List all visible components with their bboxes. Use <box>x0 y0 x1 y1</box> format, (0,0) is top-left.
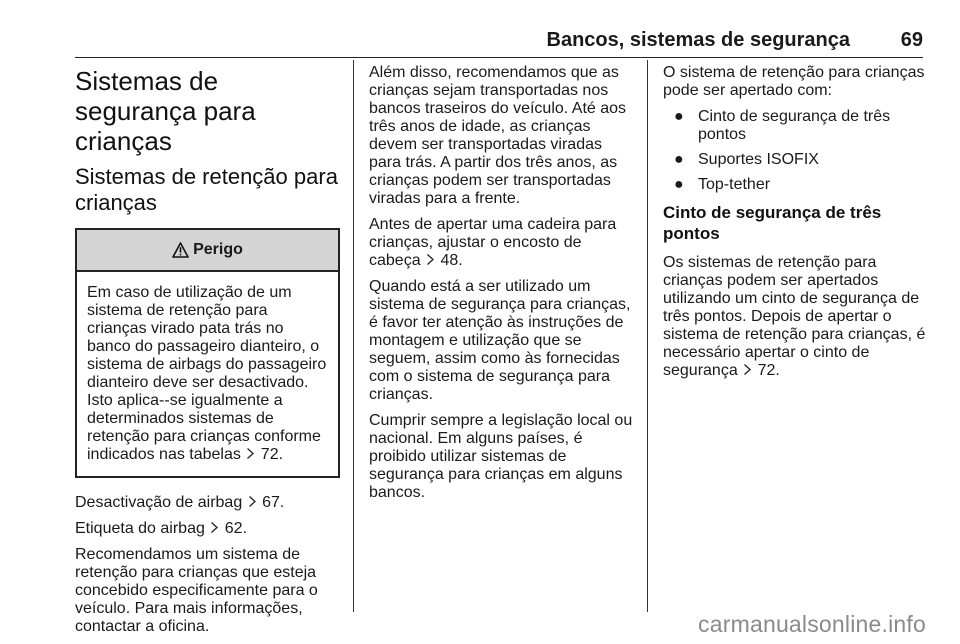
page-reference-arrow-icon <box>210 520 219 538</box>
recommendation-paragraph: Recomendamos um sistema de retenção para crianças que esteja concebido especificamente para o veículo. Para mais informações, contactar a oficina. <box>75 546 318 635</box>
page-ref-link[interactable]: 72. <box>757 362 780 379</box>
list-item-text: Top-tether <box>698 176 771 193</box>
subsection-heading: Cinto de segurança de três pontos <box>663 203 882 243</box>
page-reference-arrow-icon <box>246 446 255 464</box>
list-item <box>663 108 931 144</box>
column-divider-right <box>647 60 648 612</box>
page-number: 69 <box>900 29 923 51</box>
paragraph-fastening-intro: O sistema de retenção para crianças pode ser apertado com: <box>663 64 925 99</box>
column-2 <box>369 64 634 510</box>
warning-text-content: Em caso de utilização de um sistema de retenção para crianças virado pata trás no banco do passageiro dianteiro, o sistema de airbags do passageiro dianteiro deve ser desactivado. Isto aplica--se igualmente a determinados sistemas de retenção para crianças conforme indicados nas tabelas <box>87 284 327 463</box>
list-item <box>663 151 931 169</box>
page-ref-link[interactable]: 62. <box>224 520 248 537</box>
warning-label: Perigo <box>193 241 243 258</box>
column-divider-left <box>353 60 354 612</box>
page-reference-arrow-icon <box>426 252 435 270</box>
airbag-label-ref <box>75 520 340 538</box>
list-item-text: Cinto de segurança de três pontos <box>698 108 891 143</box>
airbag-deactivation-ref <box>75 494 340 512</box>
page-reference-arrow-icon <box>248 494 257 512</box>
header-rule <box>75 57 923 58</box>
paragraph-three-point-belt <box>663 254 931 380</box>
warning-text <box>87 284 328 464</box>
page-ref-link[interactable]: 48. <box>440 252 463 269</box>
paragraph-text: Desactivação de airbag <box>75 494 243 511</box>
section-title: Sistemas de segurança para crianças <box>75 66 256 156</box>
watermark: carmanualsonline.info <box>698 611 926 637</box>
warning-triangle-icon <box>172 242 189 258</box>
paragraph-text: Antes de apertar uma cadeira para crianças, ajustar o encosto de cabeça <box>369 216 617 269</box>
warning-page-ref[interactable]: 72. <box>260 446 284 463</box>
danger-warning-box <box>75 228 340 478</box>
warning-header <box>77 230 338 272</box>
fastening-options-list <box>663 108 931 194</box>
column-3 <box>663 64 931 388</box>
bullet-icon: ● <box>674 176 684 193</box>
header-title: Bancos, sistemas de segurança <box>546 29 850 51</box>
list-item <box>663 176 931 194</box>
paragraph-head-restraint <box>369 216 634 270</box>
section-subtitle: Sistemas de retenção para crianças <box>75 164 338 215</box>
paragraph-rear-seats: Além disso, recomendamos que as crianças sejam transportadas nos bancos traseiros do veículo. Até aos três anos de idade, as crianças devem ser transportadas viradas para trás. A partir dos três anos, as crianças podem ser transportadas viradas para a frente. <box>369 64 627 207</box>
paragraph-text: Os sistemas de retenção para crianças podem ser apertados utilizando um cinto de segurança de três pontos. Depois de apertar o sistema de retenção para crianças, é necessário apertar o cinto de segurança <box>663 254 926 379</box>
bullet-icon: ● <box>674 108 684 125</box>
page-ref-link[interactable]: 67. <box>262 494 285 511</box>
paragraph-instructions: Quando está a ser utilizado um sistema de segurança para crianças, é favor ter atenção às instruções de montagem e utilização que se seguem, assim como às fornecidas com o sistema de segurança para crianças. <box>369 278 631 403</box>
paragraph-text: Etiqueta do airbag <box>75 520 205 537</box>
bullet-icon: ● <box>674 151 684 168</box>
warning-body <box>77 272 338 476</box>
page-reference-arrow-icon <box>743 362 752 380</box>
list-item-text: Suportes ISOFIX <box>698 151 819 168</box>
paragraph-legislation: Cumprir sempre a legislação local ou nacional. Em alguns países, é proibido utilizar sistemas de segurança para crianças em alguns bancos. <box>369 412 633 501</box>
column-1 <box>75 64 340 644</box>
